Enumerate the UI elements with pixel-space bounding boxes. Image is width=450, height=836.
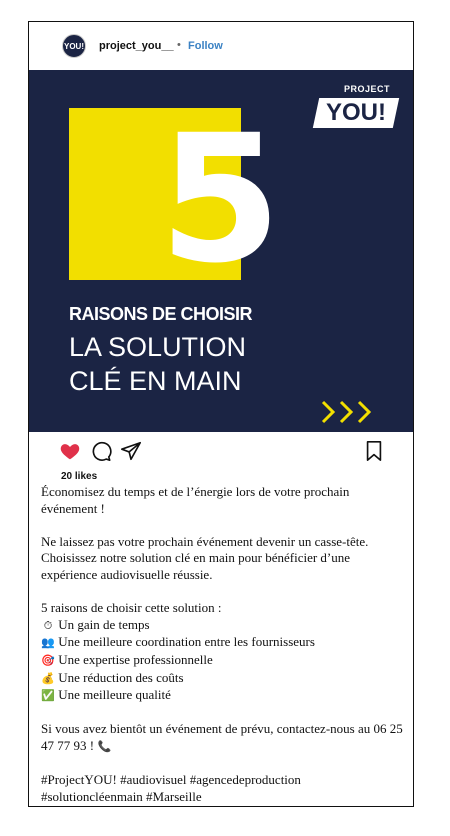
headline-solution: LA SOLUTION — [69, 332, 247, 362]
list-item — [41, 687, 405, 705]
money-bag-icon: 💰 — [41, 671, 55, 685]
list-item — [41, 670, 405, 688]
list-item — [41, 652, 405, 670]
contact-text: Si vous avez bientôt un événement de prévu, contactez-nous au 06 25 47 77 93 ! — [41, 721, 403, 753]
caption-line: Choisissez notre solution clé en main pour bénéficier d’une expérience audiovisuelle réussie. — [41, 550, 351, 582]
list-item-text: Une réduction des coûts — [58, 669, 184, 685]
list-item — [41, 634, 405, 652]
instagram-post-card — [28, 21, 414, 807]
post-header — [29, 22, 413, 70]
separator-dot: • — [177, 39, 181, 51]
username-link[interactable]: project_you__ — [99, 40, 174, 52]
big-number: 5 — [159, 97, 282, 302]
caption-line: Ne laissez pas votre prochain événement devenir un casse-tête. — [41, 533, 369, 549]
caption-paragraph — [41, 534, 405, 584]
share-icon[interactable] — [120, 440, 142, 462]
caption-intro: Économisez du temps et de l’énergie lors de votre prochain événement ! — [41, 484, 350, 516]
comment-icon[interactable] — [90, 440, 112, 462]
post-image[interactable] — [29, 70, 413, 432]
headline-reasons: RAISONS DE CHOISIR — [69, 304, 253, 324]
caption-contact — [41, 721, 405, 755]
avatar[interactable]: YOU! — [62, 34, 86, 58]
reasons-intro: 5 raisons de choisir cette solution : — [41, 600, 222, 616]
post-caption — [41, 484, 405, 807]
bookmark-icon[interactable] — [363, 440, 385, 462]
target-icon: 🎯 — [41, 653, 55, 667]
headline-turnkey: CLÉ EN MAIN — [69, 366, 242, 396]
heart-icon[interactable] — [59, 440, 81, 462]
phone-icon: 📞 — [97, 739, 112, 753]
chevrons-right-icon — [321, 400, 377, 424]
caption-hashtags[interactable]: #ProjectYOU! #audiovisuel #agencedeproduction #solutioncléenmain #Marseille — [41, 772, 301, 804]
list-item-text: Une meilleure coordination entre les fournisseurs — [58, 634, 315, 650]
action-bar — [29, 432, 413, 470]
logo-small-text: PROJECT — [343, 84, 390, 94]
follow-button[interactable]: Follow — [188, 40, 223, 52]
logo-big-text: YOU! — [326, 99, 386, 126]
list-item-text: Une meilleure qualité — [58, 687, 171, 703]
project-you-logo — [312, 84, 404, 132]
check-icon: ✅ — [41, 689, 55, 703]
list-item — [41, 617, 405, 635]
stopwatch-icon: ⏱ — [43, 618, 53, 632]
likes-count[interactable]: 20 likes — [61, 471, 98, 482]
people-icon: 👥 — [41, 636, 55, 650]
list-item-text: Une expertise professionnelle — [58, 651, 213, 667]
list-item-text: Un gain de temps — [58, 616, 150, 632]
reasons-list — [41, 600, 405, 705]
